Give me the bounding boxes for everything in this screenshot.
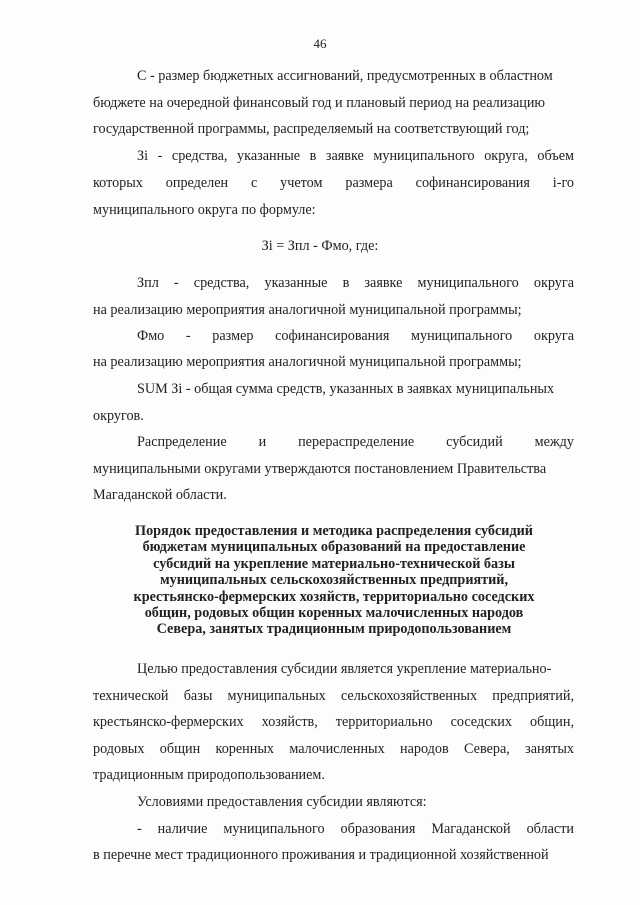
text-line: на реализацию мероприятия аналогичной муниципальной программы; xyxy=(93,354,522,370)
text-line: родовых общин коренных малочисленных народов Севера, занятых xyxy=(93,741,574,757)
text-line: традиционным природопользованием. xyxy=(93,767,325,783)
text-line: в перечне мест традиционного проживания и традиционной хозяйственной xyxy=(93,847,549,863)
heading-line: бюджетам муниципальных образований на предоставление xyxy=(142,539,526,556)
text-line: муниципального округа по формуле: xyxy=(93,202,316,218)
text-line: технической базы муниципальных сельскохозяйственных предприятий, xyxy=(93,688,574,704)
text-line: Зi - средства, указанные в заявке муниципального округа, объем xyxy=(137,148,574,164)
heading-line: крестьянско-фермерских хозяйств, территориально соседских xyxy=(133,588,535,605)
text-line: Условиями предоставления субсидии являются: xyxy=(137,794,427,810)
text-line: - наличие муниципального образования Магаданской области xyxy=(137,821,574,837)
text-line: на реализацию мероприятия аналогичной муниципальной программы; xyxy=(93,302,522,318)
heading-line: Севера, занятых традиционным природопользованием xyxy=(156,621,512,638)
heading-line: общин, родовых общин коренных малочисленных народов xyxy=(144,605,524,622)
section-heading xyxy=(92,523,576,638)
heading-line: субсидий на укрепление материально-технической базы xyxy=(153,555,515,572)
text-line: муниципальными округами утверждаются постановлением Правительства xyxy=(93,461,547,477)
text-line: бюджете на очередной финансовый год и плановый период на реализацию xyxy=(93,95,546,111)
text-line: SUM Зi - общая сумма средств, указанных в заявках муниципальных xyxy=(137,381,555,397)
page-number: 46 xyxy=(313,36,327,51)
text-line: Магаданской области. xyxy=(93,487,227,503)
text-line: Целью предоставления субсидии является укрепление материально- xyxy=(137,661,552,677)
text-line: которых определен с учетом размера софинансирования i-го xyxy=(93,175,574,191)
formula: Зi = Зпл - Фмо, где: xyxy=(261,238,379,254)
text-line: Распределение и перераспределение субсидий между xyxy=(137,434,574,450)
text-line: Фмо - размер софинансирования муниципального округа xyxy=(137,328,574,344)
text-line: округов. xyxy=(93,408,144,424)
text-line: крестьянско-фермерских хозяйств, территориально соседских общин, xyxy=(93,714,574,730)
heading-line: муниципальных сельскохозяйственных предприятий, xyxy=(159,572,509,589)
heading-line: Порядок предоставления и методика распределения субсидий xyxy=(135,523,533,539)
text-line: Зпл - средства, указанные в заявке муниципального округа xyxy=(137,275,574,291)
text-line: государственной программы, распределяемый на соответствующий год; xyxy=(93,121,530,137)
text-line: C - размер бюджетных ассигнований, предусмотренных в областном xyxy=(137,68,553,84)
